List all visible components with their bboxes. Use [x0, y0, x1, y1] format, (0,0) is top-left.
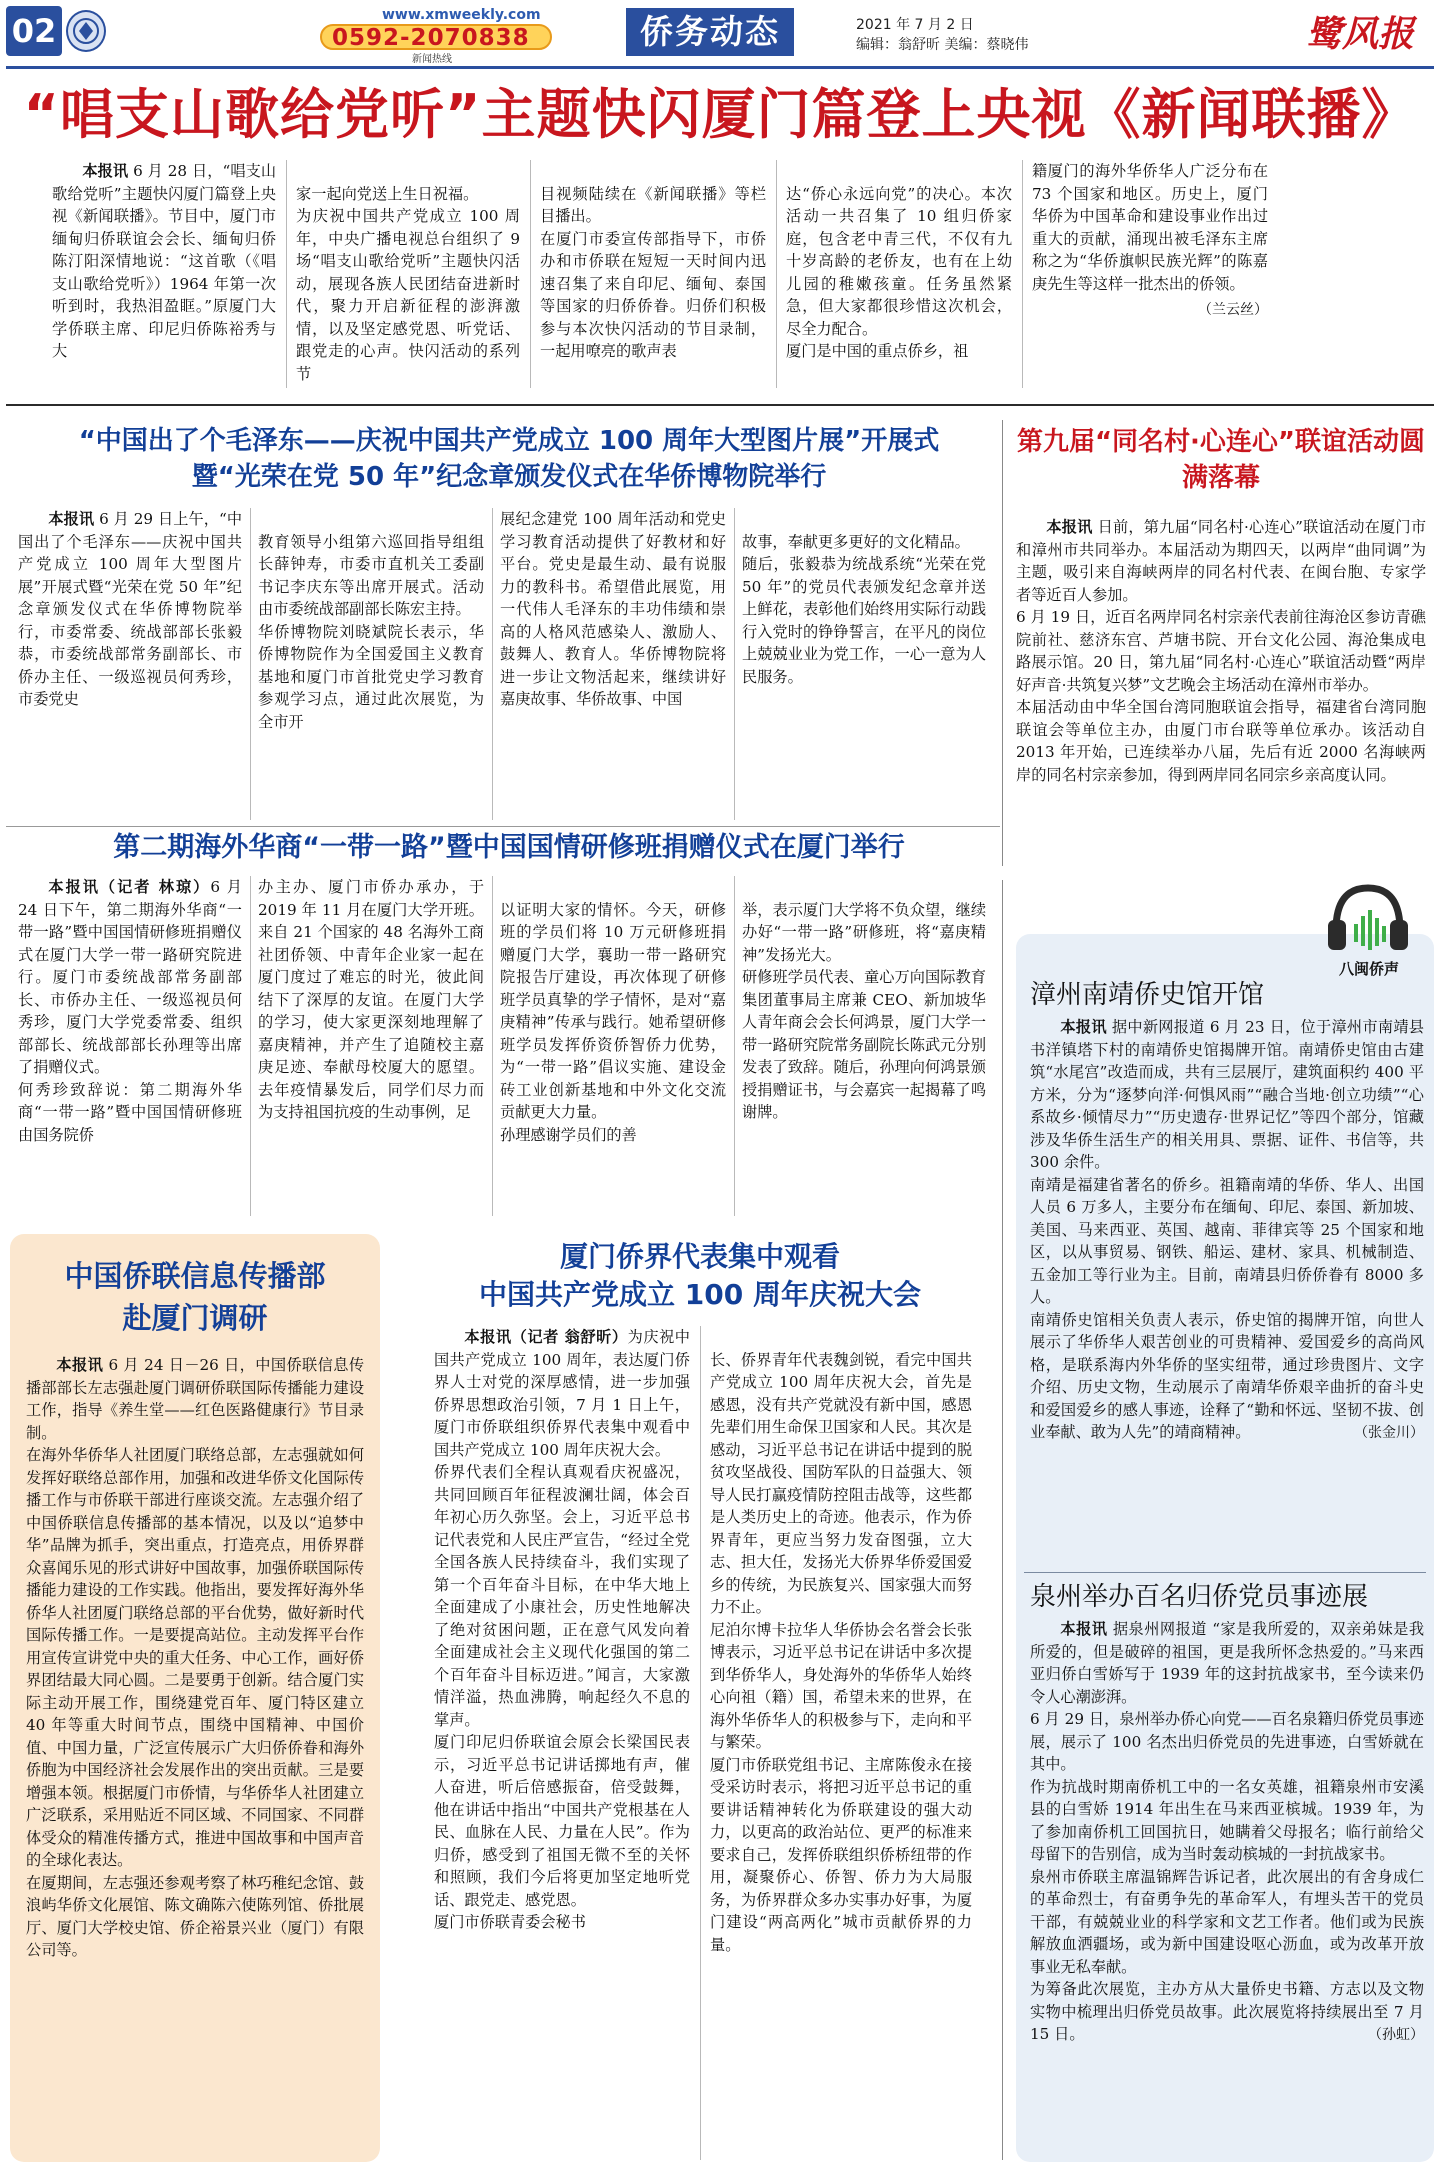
art4-col-3 [500, 876, 726, 1169]
lead-text-5: 籍厦门的海外华侨华人广泛分布在 73 个国家和地区。历史上，厦门华侨为中国革命和建设事业作出过重大的贡献，涌现出被毛泽东主席称之为“华侨旗帜民族光辉”的陈嘉庚先生等这样一批杰出的侨领。 [1032, 162, 1268, 293]
column-divider [492, 876, 493, 1216]
art7-headline: 漳州南靖侨史馆开馆 [1030, 980, 1265, 1010]
column-divider [700, 1326, 701, 2160]
page-number: 02 [6, 6, 62, 56]
lead-col-3 [540, 160, 766, 385]
column-divider [286, 160, 287, 388]
art6-text-2: 长、侨界青年代表魏剑锐，看完中国共产党成立 100 周年庆祝大会，首先是感恩，没有共产党就没有新中国，感恩先辈们用生命保卫国家和人民。其次是感动，习近平总书记在讲话中提到的脱贫攻坚战役、国防军队的日益强大、领导人民打赢疫情防控阻击战等，这些都是人类历史上的奇迹。他表示，作为侨界青年，更应当努力发奋图强，立大志、担大任，发扬光大侨界华侨爱国爱乡的传统，为民族复兴、国家强大而努力不止。 尼泊尔博卡拉华人华侨协会名誉会长张博表示，习近平总书记在讲话中多次提到华侨华人，身处海外的华侨华人始终心向祖（籍）国，希望未来的世界，在海外华侨华人的积极参与下，走向和平与繁荣。 厦门市侨联党组书记、主席陈俊永在接受采访时表示，将把习近平总书记的重要讲话精神转化为侨联建设的强大动力，以更高的政治站位、更严的标准来要求自己，发挥侨联组织侨桥纽带的作用，凝聚侨心、侨智、侨力为大局服务，为侨界群众多办实事办好事，为厦门建设“两高两化”城市贡献侨界的力量。 [710, 1350, 972, 1954]
art6-col-2 [710, 1326, 972, 1979]
art6-text-1: 为庆祝中国共产党成立 100 周年，表达厦门侨界人士对党的深厚感情，进一步加强侨界思想政治引领，7 月 1 日上午，厦门市侨联组织侨界代表集中观看中国共产党成立 100 周年庆祝大会。 侨界代表们全程认真观看庆祝盛况，共同回顾百年征程波澜壮阔，体会百年初心历久弥坚。会上，习近平总书记代表党和人民庄严宣告，“经过全党全国各族人民持续奋斗，我们实现了第一个百年奋斗目标，在中华大地上全面建成了小康社会，历史性地解决了绝对贫困问题，正在意气风发向着全面建成社会主义现代化强国的第二个百年奋斗目标迈进。”闻言，大家激情洋溢，热血沸腾，响起经久不息的掌声。 厦门印尼归侨联谊会原会长梁国民表示，习近平总书记讲话掷地有声，催人奋进，听后倍感振奋，倍受鼓舞，他在讲话中指出“中国共产党根基在人民、血脉在人民、力量在人民”。作为归侨，感受到了祖国无微不至的关怀和照顾，我们今后将更加坚定地听党话、跟党走、感党恩。 厦门市侨联青委会秘书 [434, 1328, 690, 1931]
art5-text: 6 月 24 日－26 日，中国侨联信息传播部部长左志强赴厦门调研侨联国际传播能力建设工作，指导《养生堂——红色医路健康行》节目录制。 在海外华侨华人社团厦门联络总部，左志强就如何发挥好联络总部作用，加强和改进华侨文化国际传播工作与市侨联干部进行座谈交流。左志强介绍了中国侨联信息传播部的基本情况，以及以“追梦中华”品牌为抓手，突出重点，打造亮点，用侨界群众喜闻乐见的形式讲好中国故事，加强侨联国际传播能力建设的工作实践。他指出，要发挥好海外华侨华人社团厦门联络总部的平台优势，做好新时代国际传播工作。一是要提高站位。主动发挥平台作用宣传宣讲党中央的重大任务、中心工作，画好侨界团结最大同心圆。二是要勇于创新。结合厦门实际主动开展工作，围绕建党百年、厦门特区建立 40 年等重大时间节点，围绕中国精神、中国价值、中国力量，广泛宣传展示广大归侨侨眷和海外侨胞为中国经济社会发展作出的突出贡献。三是要增强本领。根据厦门市侨情，与华侨华人社团建立广泛联系，采用贴近不同区域、不同国家、不同群体受众的精准传播方式，推进中国故事和中国声音的全球化表达。 在厦期间，左志强还参观考察了林巧稚纪念馆、鼓浪屿华侨文化展馆、陈文确陈六使陈列馆、侨批展厅、厦门大学校史馆、侨企裕景兴业（厦门）有限公司等。 [26, 1356, 365, 1959]
art2-headline-line1: “中国出了个毛泽东——庆祝中国共产党成立 100 周年大型图片展”开展式 [78, 426, 940, 456]
art7-text: 据中新网报道 6 月 23 日，位于漳州市南靖县书洋镇塔下村的南靖侨史馆揭牌开馆。南靖侨史馆由古建筑“水尾宫”改造而成，共有三层展厅，建筑面积约 400 平方米，分为“逐梦向洋·何惧风雨”“融合当地·创立功绩”“心系故乡·倾情尽力”“历史遗存·世界记忆”等四个部分，馆藏涉及华侨生活生产的相关用具、票据、证件、书信等，共 300 余件。 南靖是福建省著名的侨乡。祖籍南靖的华侨、华人、出国人员 6 万多人，主要分布在缅甸、印尼、泰国、新加坡、美国、马来西亚、英国、越南、菲律宾等 25 个国家和地区，以从事贸易、钢铁、船运、建材、家具、机械制造、五金加工等行业为主。目前，南靖县归侨侨眷有 8000 多人。 南靖侨史馆相关负责人表示，侨史馆的揭牌开馆，向世人展示了华侨华人艰苦创业的可贵精神、爱国爱乡的高尚风格，是联系海内外华侨的坚实纽带，通过珍贵图片、文字介绍、历史文物，生动展示了南靖华侨艰辛曲折的奋斗史和爱国爱乡的感人事迹，诠释了“勤和怀远、坚韧不拔、创业奉献、敢为人先”的靖商精神。 [1030, 1018, 1424, 1441]
art5-box [10, 1234, 380, 2162]
lead-col-4 [786, 160, 1012, 385]
art6-col-1 [434, 1326, 690, 1934]
lead-lead-in: 本报讯 [82, 162, 129, 180]
section-banner: 侨务动态 [626, 8, 794, 56]
column-divider [776, 160, 777, 388]
art5-headline-line2: 赴厦门调研 [122, 1301, 268, 1335]
lead-col-2 [296, 160, 520, 408]
art4-text-4: 举，表示厦门大学将不负众望，继续办好“一带一路”研修班，将“嘉庚精神”发扬光大。 研修班学员代表、童心万向国际教育集团董事局主席兼 CEO、新加坡华人青年商会会长何鸿景，厦门大学一带一路研究院常务副院长陈武元分别发表了致辞。随后，孙理向何鸿景颁授捐赠证书，与会嘉宾一起揭幕了鸣谢牌。 [742, 900, 986, 1121]
masthead [0, 0, 1441, 66]
art4-col-4 [742, 876, 986, 1146]
phone-number: 0592-2070838 [332, 25, 530, 51]
art6-lead-in: 本报讯（记者 翁舒昕） [464, 1328, 628, 1346]
art2-col-4 [742, 508, 986, 711]
art8-headline: 泉州举办百名归侨党员事迹展 [1030, 1582, 1369, 1612]
art2-col-1 [18, 508, 242, 711]
art4-text-3: 以证明大家的情怀。今天，研修班的学员们将 10 万元研修班捐赠厦门大学，襄助一带一路研究院报告厅建设，再次体现了研修班学员真挚的学子情怀，是对“嘉庚精神”传承与践行。她希望研修班学员发挥侨资侨智侨力优势，为“一带一路”倡议实施、建设金砖工业创新基地和中外文化交流贡献更大力量。 孙理感谢学员们的善 [500, 900, 726, 1144]
editor-credits: 编辑：翁舒昕 美编：蔡晓伟 [856, 37, 1029, 53]
lead-text-3: 目视频陆续在《新闻联播》等栏目播出。 在厦门市委宣传部指导下，市侨办和市侨联在短短一天时间内迅速召集了来自印尼、缅甸、泰国等国家的归侨侨眷。归侨们积极参与本次快闪活动的节目录制，一起用嘹亮的歌声表 [540, 184, 766, 360]
art7-byline: （张金川） [1354, 1424, 1424, 1441]
art4-col-2 [258, 876, 484, 1124]
art2-col-2 [258, 508, 484, 756]
art8-body [1030, 1618, 1424, 2046]
lead-byline: （兰云丝） [1198, 302, 1268, 318]
lead-text-2: 家一起向党送上生日祝福。 为庆祝中国共产党成立 100 周年，中央广播电视总台组织了 9 场“唱支山歌给党听”主题快闪活动，展现各族人民团结奋进新时代，聚力开启新征程的澎湃激情，以及坚定感党恩、听党话、跟党走的心声。快闪活动的系列节 [296, 184, 520, 383]
art4-headline: 第二期海外华商“一带一路”暨中国国情研修班捐赠仪式在厦门举行 [113, 832, 905, 863]
art2-lead-in: 本报讯 [48, 510, 95, 528]
lead-col-5 [1032, 160, 1268, 322]
seal-icon [66, 10, 106, 52]
section-rule [6, 404, 1434, 406]
lead-text-4: 达“侨心永远向党”的决心。本次活动一共召集了 10 组归侨家庭，包含老中青三代，不仅有九十岁高龄的老侨友，也有在上幼儿园的稚嫩孩童。任务虽然紧急，但大家都很珍惜这次机会，尽全力配合。 厦门是中国的重点侨乡，祖 [786, 184, 1012, 360]
art6-headline-line2: 中国共产党成立 100 周年庆祝大会 [479, 1278, 921, 1311]
lead-headline: “唱支山歌给党听”主题快闪厦门篇登上央视《新闻联播》 [23, 83, 1417, 146]
hotline-label: 新闻热线 [412, 54, 452, 65]
website-url: www.xmweekly.com [382, 7, 541, 23]
art8-byline: （孙虹） [1368, 2026, 1424, 2043]
column-divider [250, 876, 251, 1216]
art2-headline-line2: 暨“光荣在党 50 年”纪念章颁发仪式在华侨博物院举行 [191, 462, 827, 492]
art6-headline-line1: 厦门侨界代表集中观看 [559, 1240, 840, 1273]
art8-text: 据泉州网报道 “家是我所爱的，双亲弟妹是我所爱的，但是破碎的祖国，更是我所怀念热爱的。”马来西亚归侨白雪娇写于 1939 年的这封抗战家书，至今读来仍令人心潮澎湃。 6 月 29 日，泉州举办侨心向党——百名泉籍归侨党员事迹展，展示了 100 名杰出归侨党员的先进事迹，白雪娇就在其中。 作为抗战时期南侨机工中的一名女英雄，祖籍泉州市安溪县的白雪娇 1914 年出生在马来西亚槟城。1939 年，为了参加南侨机工回国抗日，她瞒着父母报名；临行前给父母留下的告别信，成为当时轰动槟城的一封抗战家书。 泉州市侨联主席温锦辉告诉记者，此次展出的有舍身成仁的革命烈士，有奋勇争先的革命军人，有埋头苦干的党员干部，有兢兢业业的科学家和文艺工作者。他们或为民族解放血洒疆场，或为新中国建设呕心沥血，或为改革开放事业无私奉献。 为筹备此次展览，主办方从大量侨史书籍、方志以及文物实物中梳理出归侨党员故事。此次展览将持续展出至 7 月 15 日。 [1030, 1620, 1425, 2043]
art5-body [26, 1354, 364, 1962]
art4-lead-in: 本报讯（记者 林琼） [48, 878, 211, 896]
section-rule [6, 826, 1000, 827]
art3-text: 日前，第九届“同名村·心连心”联谊活动在厦门市和漳州市共同举办。本届活动为期四天，以两岸“曲同调”为主题，吸引来自海峡两岸的同名村代表、在闽台胞、专家学者等近百人参加。 6 月 19 日，近百名两岸同名村宗亲代表前往海沧区参访青礁院前社、慈济东宫、芦塘书院、开台文化公园、海沧集成电路展示馆。20 日，第九届“同名村·心连心”联谊活动暨“两岸好声音·共筑复兴梦”文艺晚会主场活动在漳州市举办。 本届活动由中华全国台湾同胞联谊会指导，福建省台湾同胞联谊会等单位主办，由厦门市台联等单位承办。该活动自 2013 年开始，已连续举办八届，先后有近 2000 名海峡两岸的同名村宗亲参加，得到两岸同名同宗乡亲高度认同。 [1016, 518, 1427, 784]
art4-col-1 [18, 876, 242, 1146]
lead-text-1: 6 月 28 日，“唱支山歌给党听”主题快闪厦门篇登上央视《新闻联播》。节目中，厦门市缅甸归侨联谊会会长、缅甸归侨陈汀阳深情地说：“这首歌（《唱支山歌给党听》）1964 年第一次听到时，我热泪盈眶。”原厦门大学侨联主席、印尼归侨陈裕秀与大 [52, 162, 277, 360]
column-divider [1022, 160, 1023, 388]
column-divider [1002, 420, 1003, 866]
art7-body [1030, 1016, 1424, 1444]
art2-text-3: 展纪念建党 100 周年活动和党史学习教育活动提供了好教材和好平台。党史是最生动、最有说服力的教科书。希望借此展览，用一代伟人毛泽东的丰功伟绩和崇高的人格风范感染人、激励人、鼓舞人、教育人。华侨博物院将进一步让文物活起来，继续讲好嘉庚故事、华侨故事、中国 [500, 510, 726, 708]
art2-text-2: 教育领导小组第六巡回指导组组长薛钟寿，市委市直机关工委副书记李庆东等出席开展式。活动由市委统战部副部长陈宏主持。 华侨博物院刘晓斌院长表示，华侨博物院作为全国爱国主义教育基地和厦门市首批党史学习教育参观学习点，通过此次展览，为全市开 [258, 532, 484, 731]
column-divider [1002, 880, 1003, 2160]
headphones-icon [1320, 880, 1416, 956]
art5-lead-in: 本报讯 [56, 1356, 104, 1374]
phone-logo [312, 4, 562, 65]
column-divider [530, 160, 531, 388]
column-divider [734, 876, 735, 1216]
lead-col-1 [52, 160, 276, 363]
art4-text-2: 办主办、厦门市侨办承办，于 2019 年 11 月在厦门大学开班。来自 21 个国家的 48 名海外工商社团侨领、中青年企业家一起在厦门度过了难忘的时光，彼此间结下了深厚的友谊。在厦门大学的学习，使大家更深刻地理解了嘉庚精神，并产生了追随校主嘉庚足迹、奉献母校厦大的愿望。去年疫情暴发后，同学们尽力而为支持祖国抗疫的生动事例，足 [258, 878, 484, 1121]
art3-lead-in: 本报讯 [1046, 518, 1093, 536]
art5-headline-line1: 中国侨联信息传播部 [64, 1259, 326, 1293]
art2-text-4: 故事，奉献更多更好的文化精品。 随后，张毅恭为统战系统“光荣在党 50 年”的党员代表颁发纪念章并送上鲜花，表彰他们始终用实际行动践行入党时的铮铮誓言，在平凡的岗位上兢兢业业为党工作，一心一意为人民服务。 [742, 532, 986, 686]
newspaper-name: 鹭风报 [1306, 13, 1415, 55]
art7-lead-in: 本报讯 [1060, 1018, 1107, 1036]
art3-headline: 第九届“同名村·心连心”联谊活动圆满落幕 [1016, 427, 1426, 493]
column-logo-label: 八闽侨声 [1338, 960, 1399, 978]
art2-col-3 [500, 508, 726, 711]
column-divider [492, 508, 493, 820]
column-divider [250, 508, 251, 820]
masthead-rule [6, 66, 1434, 69]
art2-text-1: 6 月 29 日上午，“中国出了个毛泽东——庆祝中国共产党成立 100 周年大型图片展”开展式暨“光荣在党 50 年”纪念章颁发仪式在华侨博物院举行，市委常委、统战部部长张毅恭，市委统战部常务副部长、市侨办主任、一级巡视员何秀珍，市委党史 [18, 510, 243, 708]
art3-body [1016, 516, 1426, 786]
art4-text-1: 6 月 24 日下午，第二期海外华商“一带一路”暨中国国情研修班捐赠仪式在厦门大学一带一路研究院进行。厦门市委统战部常务副部长、市侨办主任、一级巡视员何秀珍，厦门大学党委常委、组织部部长、统战部部长孙理等出席了捐赠仪式。 何秀珍致辞说：第二期海外华商“一带一路”暨中国国情研修班由国务院侨 [18, 878, 242, 1144]
art8-lead-in: 本报讯 [1060, 1620, 1108, 1638]
column-divider [734, 508, 735, 820]
box-rule [1024, 1572, 1426, 1573]
issue-date: 2021 年 7 月 2 日 [856, 17, 974, 33]
